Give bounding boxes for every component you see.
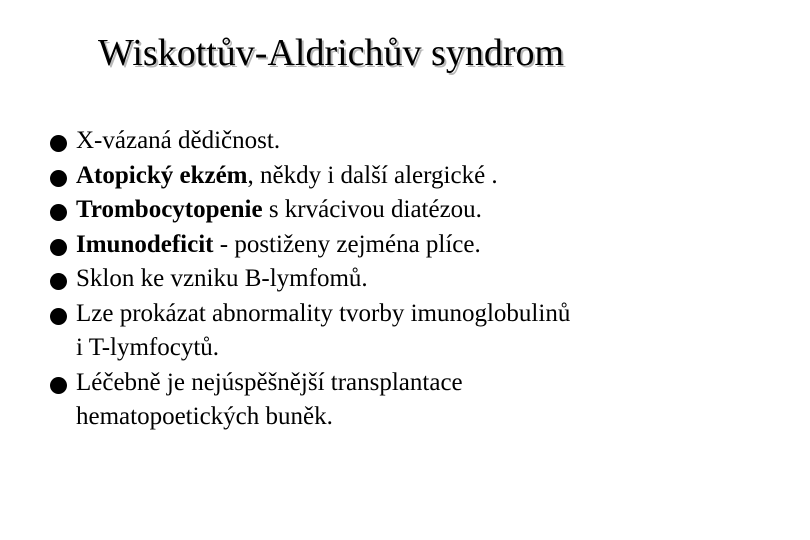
bullet-text-continuation: hematopoetických buněk. [76, 403, 333, 430]
bullet-text-rest: , někdy i další alergické . [247, 161, 498, 189]
bullet-icon [50, 308, 67, 325]
bullet-text [76, 228, 570, 263]
bullet-text [76, 193, 570, 228]
bullet-text: X-vázaná dědičnost. [76, 127, 281, 154]
bullet-emphasis: Imunodeficit [76, 230, 214, 258]
slide-title: Wiskottův-Aldrichův syndrom [98, 32, 565, 74]
bullet-text-continuation: i T-lymfocytů. [76, 334, 220, 361]
bullet-emphasis: Atopický ekzém [76, 161, 248, 189]
bullet-item [0, 124, 570, 159]
bullet-text: Sklon ke vzniku B-lymfomů. [76, 265, 368, 292]
bullet-icon [50, 135, 67, 152]
bullet-text [76, 159, 570, 194]
bullet-item [0, 262, 570, 297]
bullet-text: Léčebně je nejúspěšnější transplantace [76, 368, 463, 396]
bullet-item [0, 297, 570, 366]
bullet-item [0, 366, 570, 435]
bullet-item [0, 228, 570, 263]
bullet-icon [50, 170, 67, 187]
bullet-icon [50, 204, 67, 221]
bullet-item [0, 159, 570, 194]
bullet-icon [50, 377, 67, 394]
bullet-text: Lze prokázat abnormality tvorby imunoglobulinů [76, 299, 571, 327]
bullet-icon [50, 239, 67, 256]
bullet-item [0, 193, 570, 228]
bullet-emphasis: Trombocytopenie [76, 196, 263, 223]
bullet-text-rest: - postiženy zejména plíce. [213, 230, 481, 258]
bullet-list [0, 124, 570, 435]
bullet-text-rest: s krvácivou diatézou. [262, 196, 482, 223]
bullet-icon [50, 273, 67, 290]
